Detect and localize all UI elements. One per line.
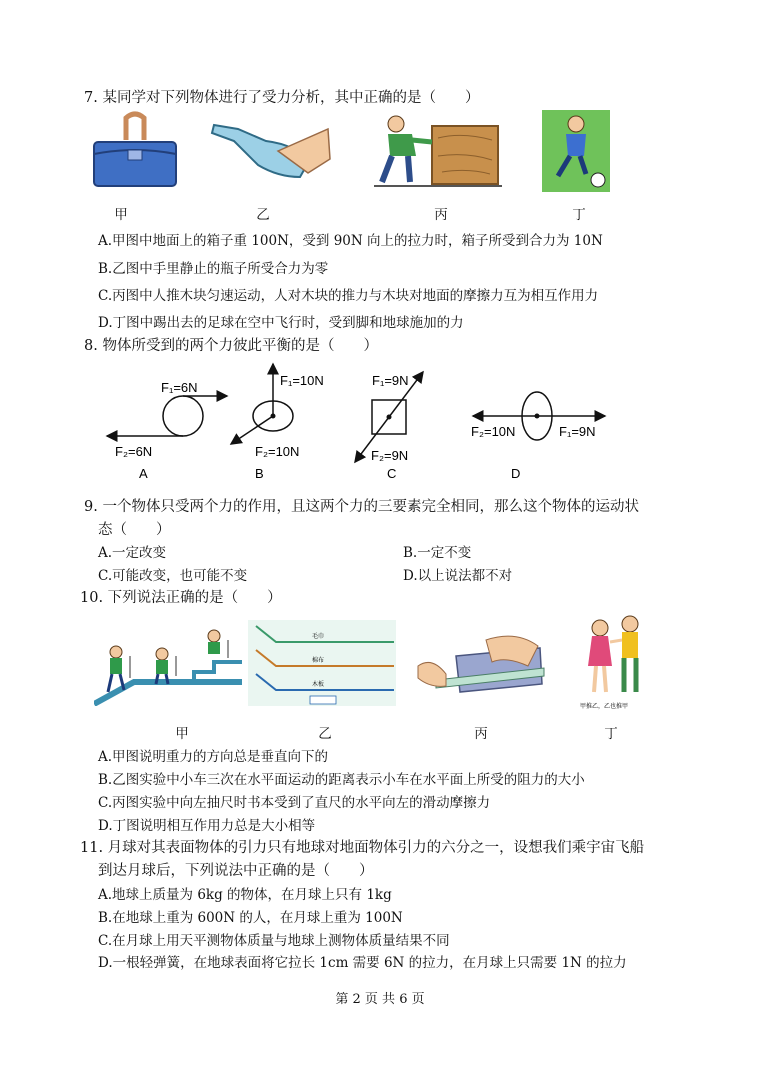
q7-push-block-figure [372,112,504,190]
q8-b-f1: F₁=10N [280,373,324,388]
q10-mutual-push-figure [578,612,650,712]
q10-label-bing: 丙 [474,726,488,742]
q8-diagram-d [471,392,605,481]
q8-force-diagrams [95,358,655,483]
q7-stem: 7. 某同学对下列物体进行了受力分析，其中正确的是（ ） [84,90,480,106]
q8-diagram-c [355,372,423,481]
q10-option-d: D.丁图说明相互作用力总是大小相等 [98,818,316,834]
q10-label-yi: 乙 [318,726,332,742]
q10-option-a: A.甲图说明重力的方向总是垂直向下的 [98,749,329,765]
q8-a-f2: F₂=6N [115,444,153,459]
q10-gravity-figure [94,626,242,706]
q11-option-d: D.一根轻弹簧，在地球表面将它拉长 1cm 需要 6N 的拉力，在月球上只需要 1N 的拉力 [98,955,627,971]
q8-a-f1: F₁=6N [161,380,198,395]
q8-d-label: D [511,466,521,481]
q9-option-d: D.以上说法都不对 [403,568,513,584]
q9-option-a: A.一定改变 [98,545,167,561]
q10-friction-track-figure [248,620,396,706]
q8-stem: 8. 物体所受到的两个力彼此平衡的是（ ） [84,338,378,354]
q10-track-label-towel: 毛巾 [312,634,325,640]
q7-option-b: B.乙图中手里静止的瓶子所受合力为零 [98,261,329,277]
q7-option-a: A.甲图中地面上的箱子重 100N，受到 90N 向上的拉力时，箱子所受到合力为 10N [98,233,603,249]
q9-option-c: C.可能改变，也可能不变 [98,568,248,584]
q8-c-label: C [387,466,397,481]
q8-diagram-a [107,380,227,481]
q9-stem-line2: 态（ ） [98,522,171,538]
q8-diagram-b [231,364,324,481]
q8-c-f2: F₂=9N [371,448,409,463]
q10-track-label-wood: 木板 [312,682,325,688]
q10-stem: 10. 下列说法正确的是（ ） [80,590,282,606]
q7-label-yi: 乙 [256,207,270,223]
q7-bottle-hand-figure [208,115,333,185]
q9-option-b: B.一定不变 [403,545,472,561]
page-footer: 第 2 页 共 6 页 [335,992,425,1007]
q7-label-ding: 丁 [572,207,586,223]
q10-track-label-cotton: 棉布 [312,658,325,664]
q8-d-f2: F₂=10N [471,424,516,439]
q7-label-jia: 甲 [114,207,128,223]
q10-label-ding: 丁 [604,726,618,742]
q10-option-c: C.丙图实验中向左抽尺时书本受到了直尺的水平向左的滑动摩擦力 [98,795,491,811]
q7-option-c: C.丙图中人推木块匀速运动，人对木块的推力与木块对地面的摩擦力互为相互作用力 [98,288,599,304]
q11-stem-line1: 11. 月球对其表面物体的引力只有地球对地面物体引力的六分之一，设想我们乘宇宙飞船 [80,840,645,856]
q10-ruler-book-figure [416,626,546,702]
q11-option-c: C.在月球上用天平测物体质量与地球上测物体质量结果不同 [98,933,450,949]
q8-a-label: A [139,466,148,481]
q11-option-a: A.地球上质量为 6kg 的物体，在月球上只有 1kg [98,887,392,903]
q11-option-b: B.在地球上重为 600N 的人，在月球上重为 100N [98,910,403,926]
q10-ding-caption: 甲推乙，乙也推甲 [580,704,629,710]
q7-label-bing: 丙 [434,207,448,223]
q8-b-f2: F₂=10N [255,444,300,459]
q8-c-f1: F₁=9N [372,373,409,388]
q10-option-b: B.乙图实验中小车三次在水平面运动的距离表示小车在水平面上所受的阻力的大小 [98,772,585,788]
q8-d-f1: F₁=9N [559,424,596,439]
q9-stem-line1: 9. 一个物体只受两个力的作用，且这两个力的三要素完全相同，那么这个物体的运动状 [84,499,639,515]
q11-stem-line2: 到达月球后，下列说法中正确的是（ ） [98,863,374,879]
q7-soccer-figure [542,110,610,192]
q8-b-label: B [255,466,264,481]
q10-label-jia: 甲 [175,726,189,742]
q7-option-d: D.丁图中踢出去的足球在空中飞行时，受到脚和地球施加的力 [98,315,464,331]
q7-toolbox-figure [90,110,180,190]
